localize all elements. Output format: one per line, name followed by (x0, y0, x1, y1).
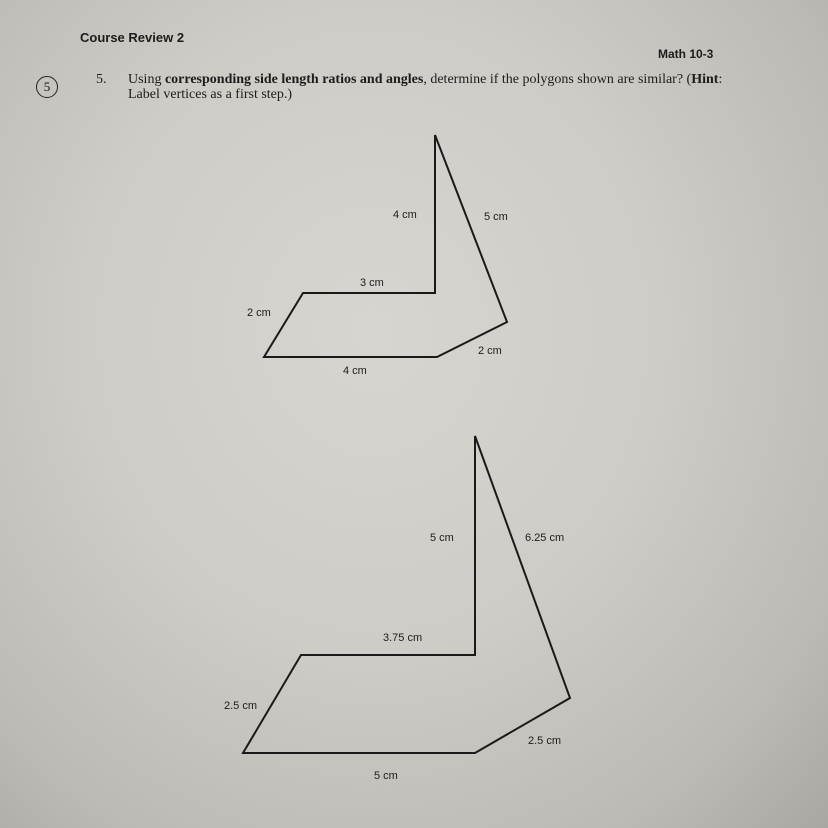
course-title: Course Review 2 (80, 30, 185, 45)
polygon-small-label-left: 2 cm (247, 307, 271, 319)
question-number: 5. (96, 72, 107, 87)
hint-label: Hint (691, 72, 719, 87)
polygon-small-label-top: 3 cm (360, 277, 384, 289)
polygon-large-label-top: 3.75 cm (383, 632, 423, 644)
polygon-small-shape (264, 135, 507, 357)
polygon-large-shape (243, 436, 570, 753)
polygon-large-label-slant: 6.25 cm (525, 532, 565, 544)
polygon-small-label-lower-right: 2 cm (478, 345, 502, 357)
question-text-part-3: : Label vertices as a first step.) (128, 72, 723, 102)
polygon-small-label-bottom: 4 cm (343, 365, 367, 377)
polygon-large-label-lower-right: 2.5 cm (528, 735, 562, 747)
polygon-small-label-slant: 5 cm (484, 211, 508, 223)
question-bold-phrase: corresponding side length ratios and angles (164, 72, 424, 87)
question-text-part-2: , determine if the polygons shown are similar? ( (423, 72, 692, 87)
circled-question-number: 5 (36, 76, 58, 98)
polygon-large-label-vertical: 5 cm (430, 532, 454, 544)
polygon-large-label-left: 2.5 cm (224, 700, 258, 712)
polygon-small-label-vertical: 4 cm (393, 209, 417, 221)
question-text-part-1: Using (128, 72, 165, 87)
subject-title: Math 10-3 (658, 47, 714, 61)
polygon-large-label-bottom: 5 cm (374, 770, 398, 782)
